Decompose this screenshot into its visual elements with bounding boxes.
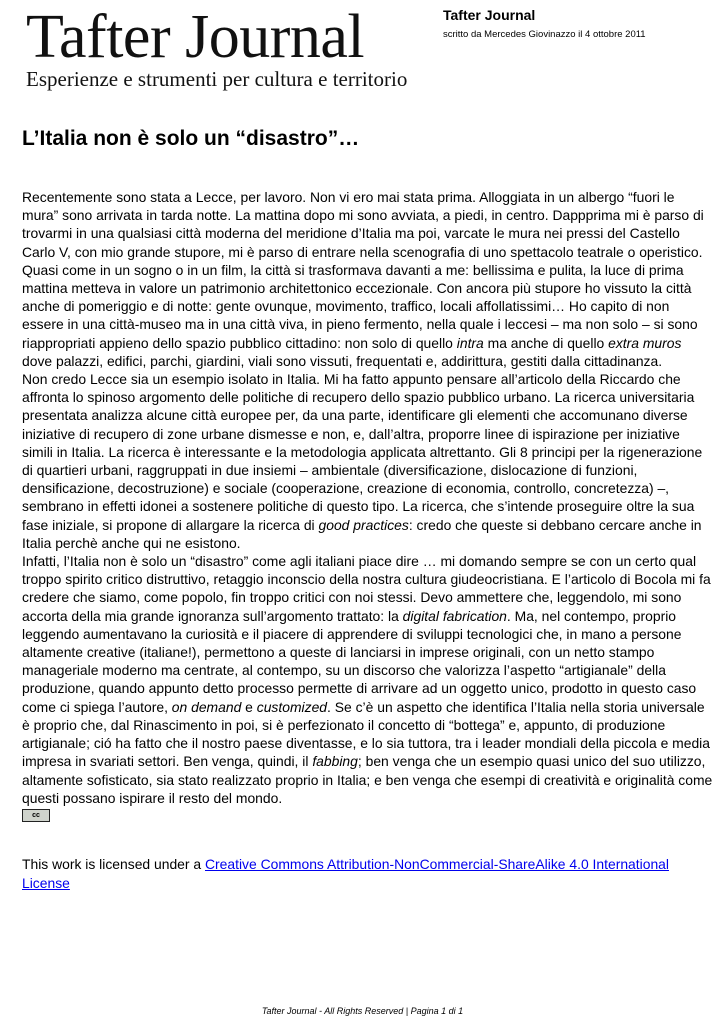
header-info [443, 6, 646, 42]
text-run: dove palazzi, edifici, parchi, giardini, viali sono vissuti, frequentati e, addirittura, gestiti dalla cittadinanza. [22, 352, 663, 369]
text-run: e [241, 698, 257, 715]
journal-logo [26, 3, 426, 91]
cc-badge-icon: cc [22, 809, 50, 822]
journal-name: Tafter Journal [443, 7, 536, 23]
text-run: ma anche di quello [483, 334, 609, 351]
text-run: ; ben venga che un esempio quasi unico del suo utilizzo, altamente sofisticato, sia stato realizzato proprio in Italia; e ben venga che esempi di creatività e originalità come questi possano ispirare il resto del mondo. [22, 753, 713, 806]
italic-term: good practices [318, 516, 409, 533]
paragraph-3 [22, 552, 713, 807]
text-run: Infatti, l’Italia non è solo un “disastro” come agli italiani piace dire … mi domando sempre se con un certo qual troppo spirito critico distruttivo, retaggio inconscio della nostra cultura giudeocristiana. E l’articolo di Bocola mi fa credere che siamo, come popolo, fin troppo critici con noi stessi. Devo ammettere che, leggendolo, mi sono accorta della mia grande ignoranza sull’argomento trattato: la [22, 553, 711, 624]
article-byline: scritto da Mercedes Giovinazzo il 4 ottobre 2011 [443, 29, 646, 40]
italic-term: fabbing [312, 753, 358, 770]
article-body [22, 188, 713, 825]
italic-term: digital fabrication [402, 607, 507, 624]
text-run: : credo che queste si debbano cercare anche in Italia perchè anche qui ne esistono. [22, 516, 702, 551]
license-link[interactable]: Creative Commons Attribution-NonCommercial-ShareAlike 4.0 International License [22, 856, 669, 891]
italic-term: on demand [171, 698, 242, 715]
italic-term: intra [456, 334, 484, 351]
article-title: L’Italia non è solo un “disastro”… [22, 127, 360, 150]
text-run: Non credo Lecce sia un esempio isolato in Italia. Mi ha fatto appunto pensare all’articolo della Riccardo che affronta lo spinoso argomento delle politiche di recupero dello spazio pubblico urbano. La ricerca universitaria presentata analizza alcune città europee per, da una parte, identificare gli elementi che accomunano diverse iniziative di recupero di zone urbane dismesse e non, e, dall’altra, proporre linee di ispirazione per iniziative simili in Italia. La ricerca è interessante e la metodologia applicata altrettanto. Gli 8 principi per la rigenerazione di quartieri urbani, raggruppati in due insiemi – ambientale (diversificazione, dislocazione di funzioni, densificazione, decostruzione) e sociale (cooperazione, creazione di economia, controllo, concretezza) –, sembrano in effetti idonei a sostenere politiche di questo tipo. La ricerca, che s’intende proseguire oltre la sua fase iniziale, si propone di allargare la ricerca di [22, 371, 703, 533]
paragraph-1 [22, 188, 713, 370]
italic-term: extra muros [608, 334, 682, 351]
page-footer: Tafter Journal - All Rights Reserved | Pagina 1 di 1 [261, 1006, 464, 1016]
logo-title: Tafter Journal [26, 3, 365, 71]
text-run: . Se c’è un aspetto che identifica l’Italia nella storia universale è proprio che, dal Rinascimento in poi, si è perfezionato il concetto di “bottega” e, appunto, di produzione artigianale; ció ha fatto che il nostro paese diventasse, e lo sia tuttora, tra i leader mondiali della piccola e media impresa in svariati settori. Ben venga, quindi, il [22, 698, 710, 770]
paragraph-2 [22, 370, 713, 552]
logo-subtitle: Esperienze e strumenti per cultura e territorio [26, 67, 408, 91]
cc-license-badge[interactable] [22, 807, 713, 825]
license-prefix: This work is licensed under a [22, 856, 205, 872]
text-run: Recentemente sono stata a Lecce, per lavoro. Non vi ero mai stata prima. Alloggiata in un albergo “fuori le mura” sono arrivata in tarda notte. La mattina dopo mi sono avviata, a piedi, in centro. Dappprima mi è parso di trovarmi in una qualsiasi città moderna del meridione d’Italia ma poi, varcate le mura nei pressi del Castello Carlo V, con mio grande stupore, mi è parso di entrare nella scenografia di uno spettacolo teatrale o operistico. Quasi come in un sogno o in un film, la città si trasformava davanti a me: bellissima e pulita, la luce di prima mattina metteva in valore un patrimonio architettonico eccezionale. Con ancora più stupore ho vissuto la città anche di pomeriggio e di notte: gente ovunque, movimento, traffico, locali affollatissimi… Ho capito di non essere in una città-museo ma in una città viva, in pieno fermento, nella quale i leccesi – ma non solo – si sono riappropriati appieno dello spazio pubblico cittadino: non solo di quello [22, 189, 704, 351]
text-run: . Ma, nel contempo, proprio leggendo aumentavano la curiosità e il piacere di apprendere di sviluppi tecnologici che, in mano a persone altamente creative (italiane!), permettono a queste di lanciarsi in imprese originali, con un netto stampo manageriale moderno ma centrate, al contempo, su un discorso che valorizza l’aspetto “artigianale” della produzione, quando appunto detto processo permette di arrivare ad un oggetto unico, prodotto in questo caso come ci spiega l’autore, [22, 607, 697, 715]
italic-term: customized [256, 698, 328, 715]
license-notice [22, 855, 713, 893]
